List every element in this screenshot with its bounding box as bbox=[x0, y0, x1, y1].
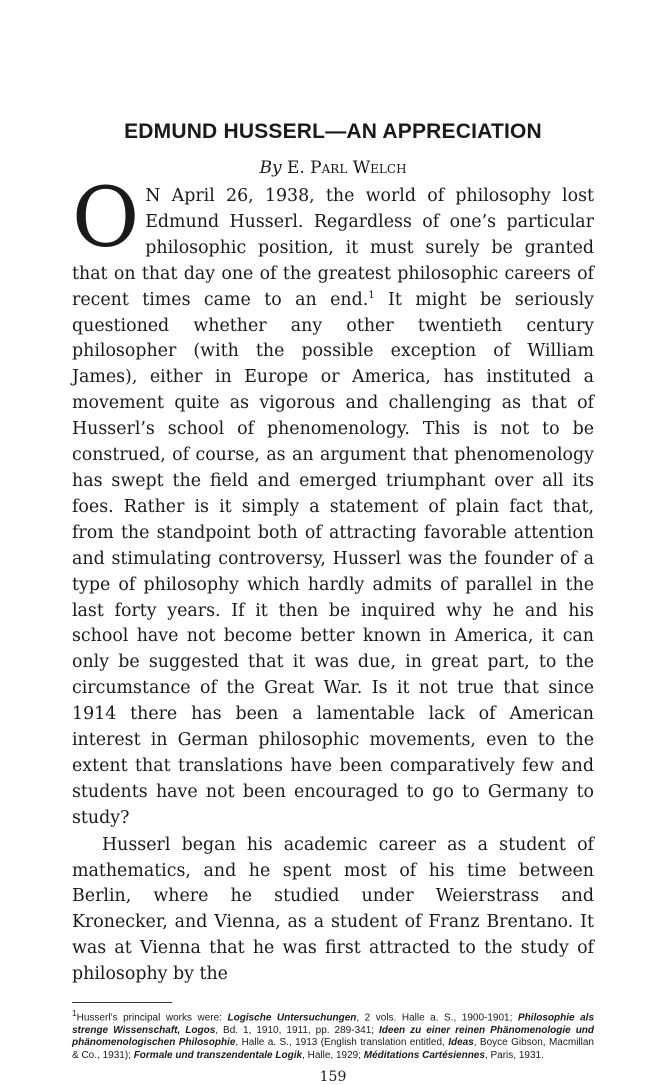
footnote-divider bbox=[72, 1002, 172, 1003]
footnote-work-title: Logische Untersuchungen bbox=[227, 1012, 357, 1024]
byline bbox=[72, 158, 594, 178]
footnote bbox=[72, 1007, 594, 1062]
footnote-ref[interactable]: 1 bbox=[368, 289, 375, 301]
paragraph-1 bbox=[72, 171, 594, 832]
article-title: EDMUND HUSSERL—AN APPRECIATION bbox=[124, 120, 542, 143]
footnote-text: , Halle a. S., 1913 (English translation entitled, bbox=[235, 1037, 449, 1049]
footnote-text: , Halle, 1929; bbox=[302, 1049, 364, 1061]
byline-by: By bbox=[259, 158, 282, 178]
footnote-text: Husserl’s principal works were: bbox=[76, 1012, 228, 1024]
footnote-work-title: Ideas bbox=[448, 1037, 474, 1049]
footnote-marker: 1 bbox=[72, 1008, 77, 1019]
paragraph-1-lead: N April 26, 1938, the world of philosophy lost Edmund Husserl. Regardless of one’s particular philosophic position, it must surely be granted that on that day one of the greatest philosophic careers of recent times came to an end. bbox=[72, 186, 594, 310]
paragraph-1-rest: It might be seriously questioned whether any other twentieth century philosopher (with the possible exception of William James), either in Europe or America, has instituted a movement quite as vigorous and challenging as that of Husserl’s school of phenomenology. This is not to be construed, of course, as an argument that phenomenology has swept the field and emerged triumphant over all its foes. Rather is it simply a statement of plain fact that, from the standpoint both of attracting favorable attention and stimulating controversy, Husserl was the founder of a type of philosophy which hardly admits of parallel in the last forty years. If it then be inquired why he and his school have not become better known in America, it can only be suggested that it was due, in great part, to the circumstance of the Great War. Is it not true that since 1914 there has been a lamentable lack of American interest in German philosophic movements, even to the extent that translations have been comparatively few and students have not been encouraged to go to Germany to study? bbox=[72, 289, 594, 828]
page-number: 159 bbox=[319, 1069, 347, 1085]
page bbox=[72, 120, 594, 1085]
byline-author: E. Parl Welch bbox=[286, 158, 407, 178]
paragraph-2: Husserl began his academic career as a student of mathematics, and he spent most of his time between Berlin, where he studied under Weierstrass and Kronecker, and Vienna, as a student of Franz Brentano. It was at Vienna that he was first attracted to the study of philosophy by the bbox=[72, 834, 594, 985]
footnote-text: , 2 vols. Halle a. S., 1900-1901; bbox=[356, 1012, 518, 1024]
footnote-text: , Bd. 1, 1910, 1911, pp. 289-341; bbox=[215, 1024, 380, 1036]
footnote-work-title: Philosophie als strenge Wissenschaft, Logos bbox=[72, 1012, 595, 1036]
footnote-work-title: Formale und transzendentale Logik bbox=[133, 1049, 303, 1061]
footnote-work-title: Ideen zu einer reinen Phänomenologie und phänomenologischen Philosophie bbox=[72, 1024, 595, 1049]
drop-cap: O bbox=[72, 171, 140, 266]
footnote-text: , Paris, 1931. bbox=[484, 1049, 544, 1061]
footnote-text: , Boyce Gibson, Macmillan & Co., 1931); bbox=[72, 1037, 594, 1061]
footnote-work-title: Méditations Cartésiennes bbox=[363, 1049, 485, 1061]
